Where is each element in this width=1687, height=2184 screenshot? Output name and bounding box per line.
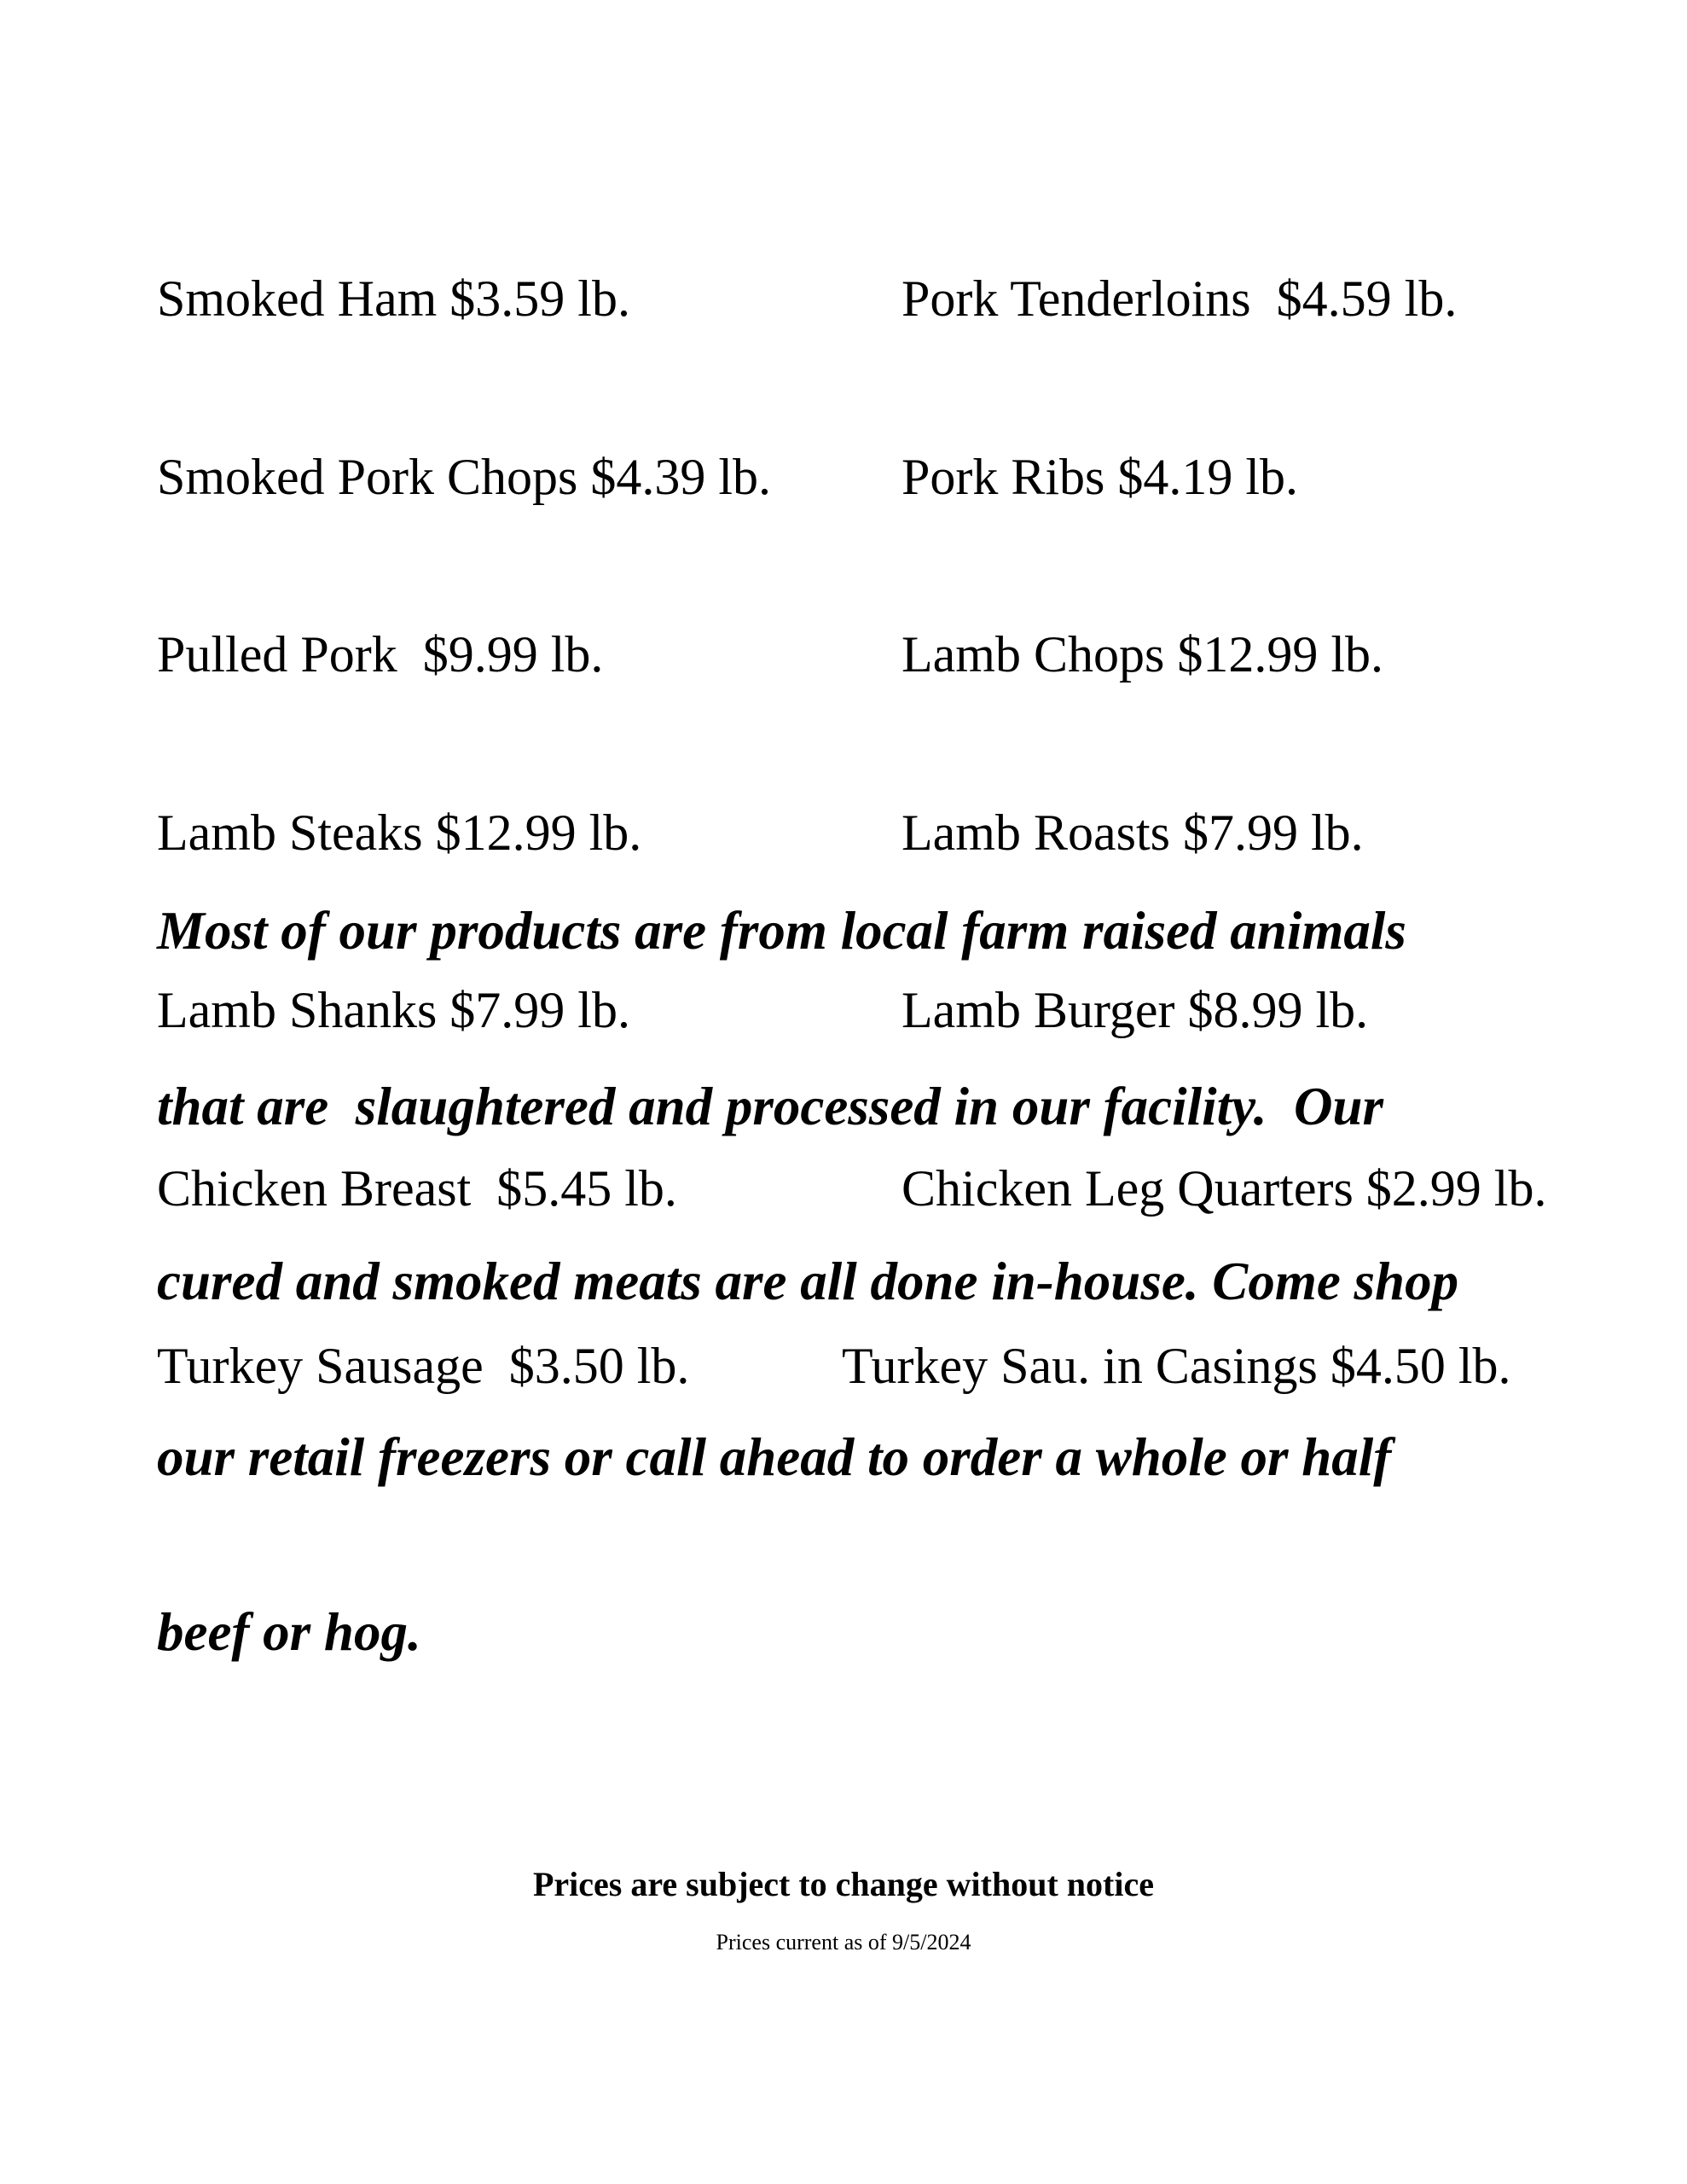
price-row: [157, 625, 1546, 685]
about-paragraph: [157, 785, 1458, 1779]
price-item-left: Smoked Ham $3.59 lb.: [157, 270, 630, 327]
price-item-left: Chicken Breast $5.45 lb.: [157, 1159, 677, 1217]
price-item-left: Smoked Pork Chops $4.39 lb.: [157, 448, 772, 505]
price-item-left: Pulled Pork $9.99 lb.: [157, 626, 604, 682]
prices-change-notice: Prices are subject to change without notice: [532, 1865, 1154, 1903]
price-item-right: Lamb Burger $8.99 lb.: [901, 982, 1369, 1038]
price-item-left: Lamb Steaks $12.99 lb.: [157, 804, 642, 861]
price-item-right: Lamb Roasts $7.99 lb.: [901, 804, 1364, 861]
price-row: [157, 448, 1546, 508]
about-paragraph-line: our retail freezers or call ahead to order a whole or half: [157, 1426, 1392, 1487]
about-paragraph-line: cured and smoked meats are all done in-house. Come shop: [157, 1252, 1459, 1311]
price-item-right: Pork Tenderloins $4.59 lb.: [901, 270, 1458, 327]
price-item-left: Lamb Shanks $7.99 lb.: [157, 982, 630, 1038]
prices-current-date: Prices current as of 9/5/2024: [716, 1930, 971, 1955]
price-item-right: Lamb Chops $12.99 lb.: [901, 626, 1383, 682]
price-item-right: Pork Ribs $4.19 lb.: [901, 448, 1299, 505]
about-paragraph-line: that are slaughtered and processed in our facility. Our: [157, 1076, 1384, 1136]
price-item-right: Chicken Leg Quarters $2.99 lb.: [901, 1159, 1547, 1217]
price-item-right: Turkey Sau. in Casings $4.50 lb.: [842, 1338, 1511, 1394]
price-row: [157, 270, 1546, 329]
about-paragraph-line: Most of our products are from local farm raised animals: [157, 901, 1406, 961]
price-item-left: Turkey Sausage $3.50 lb.: [157, 1338, 690, 1394]
about-paragraph-line: beef or hog.: [157, 1602, 421, 1662]
